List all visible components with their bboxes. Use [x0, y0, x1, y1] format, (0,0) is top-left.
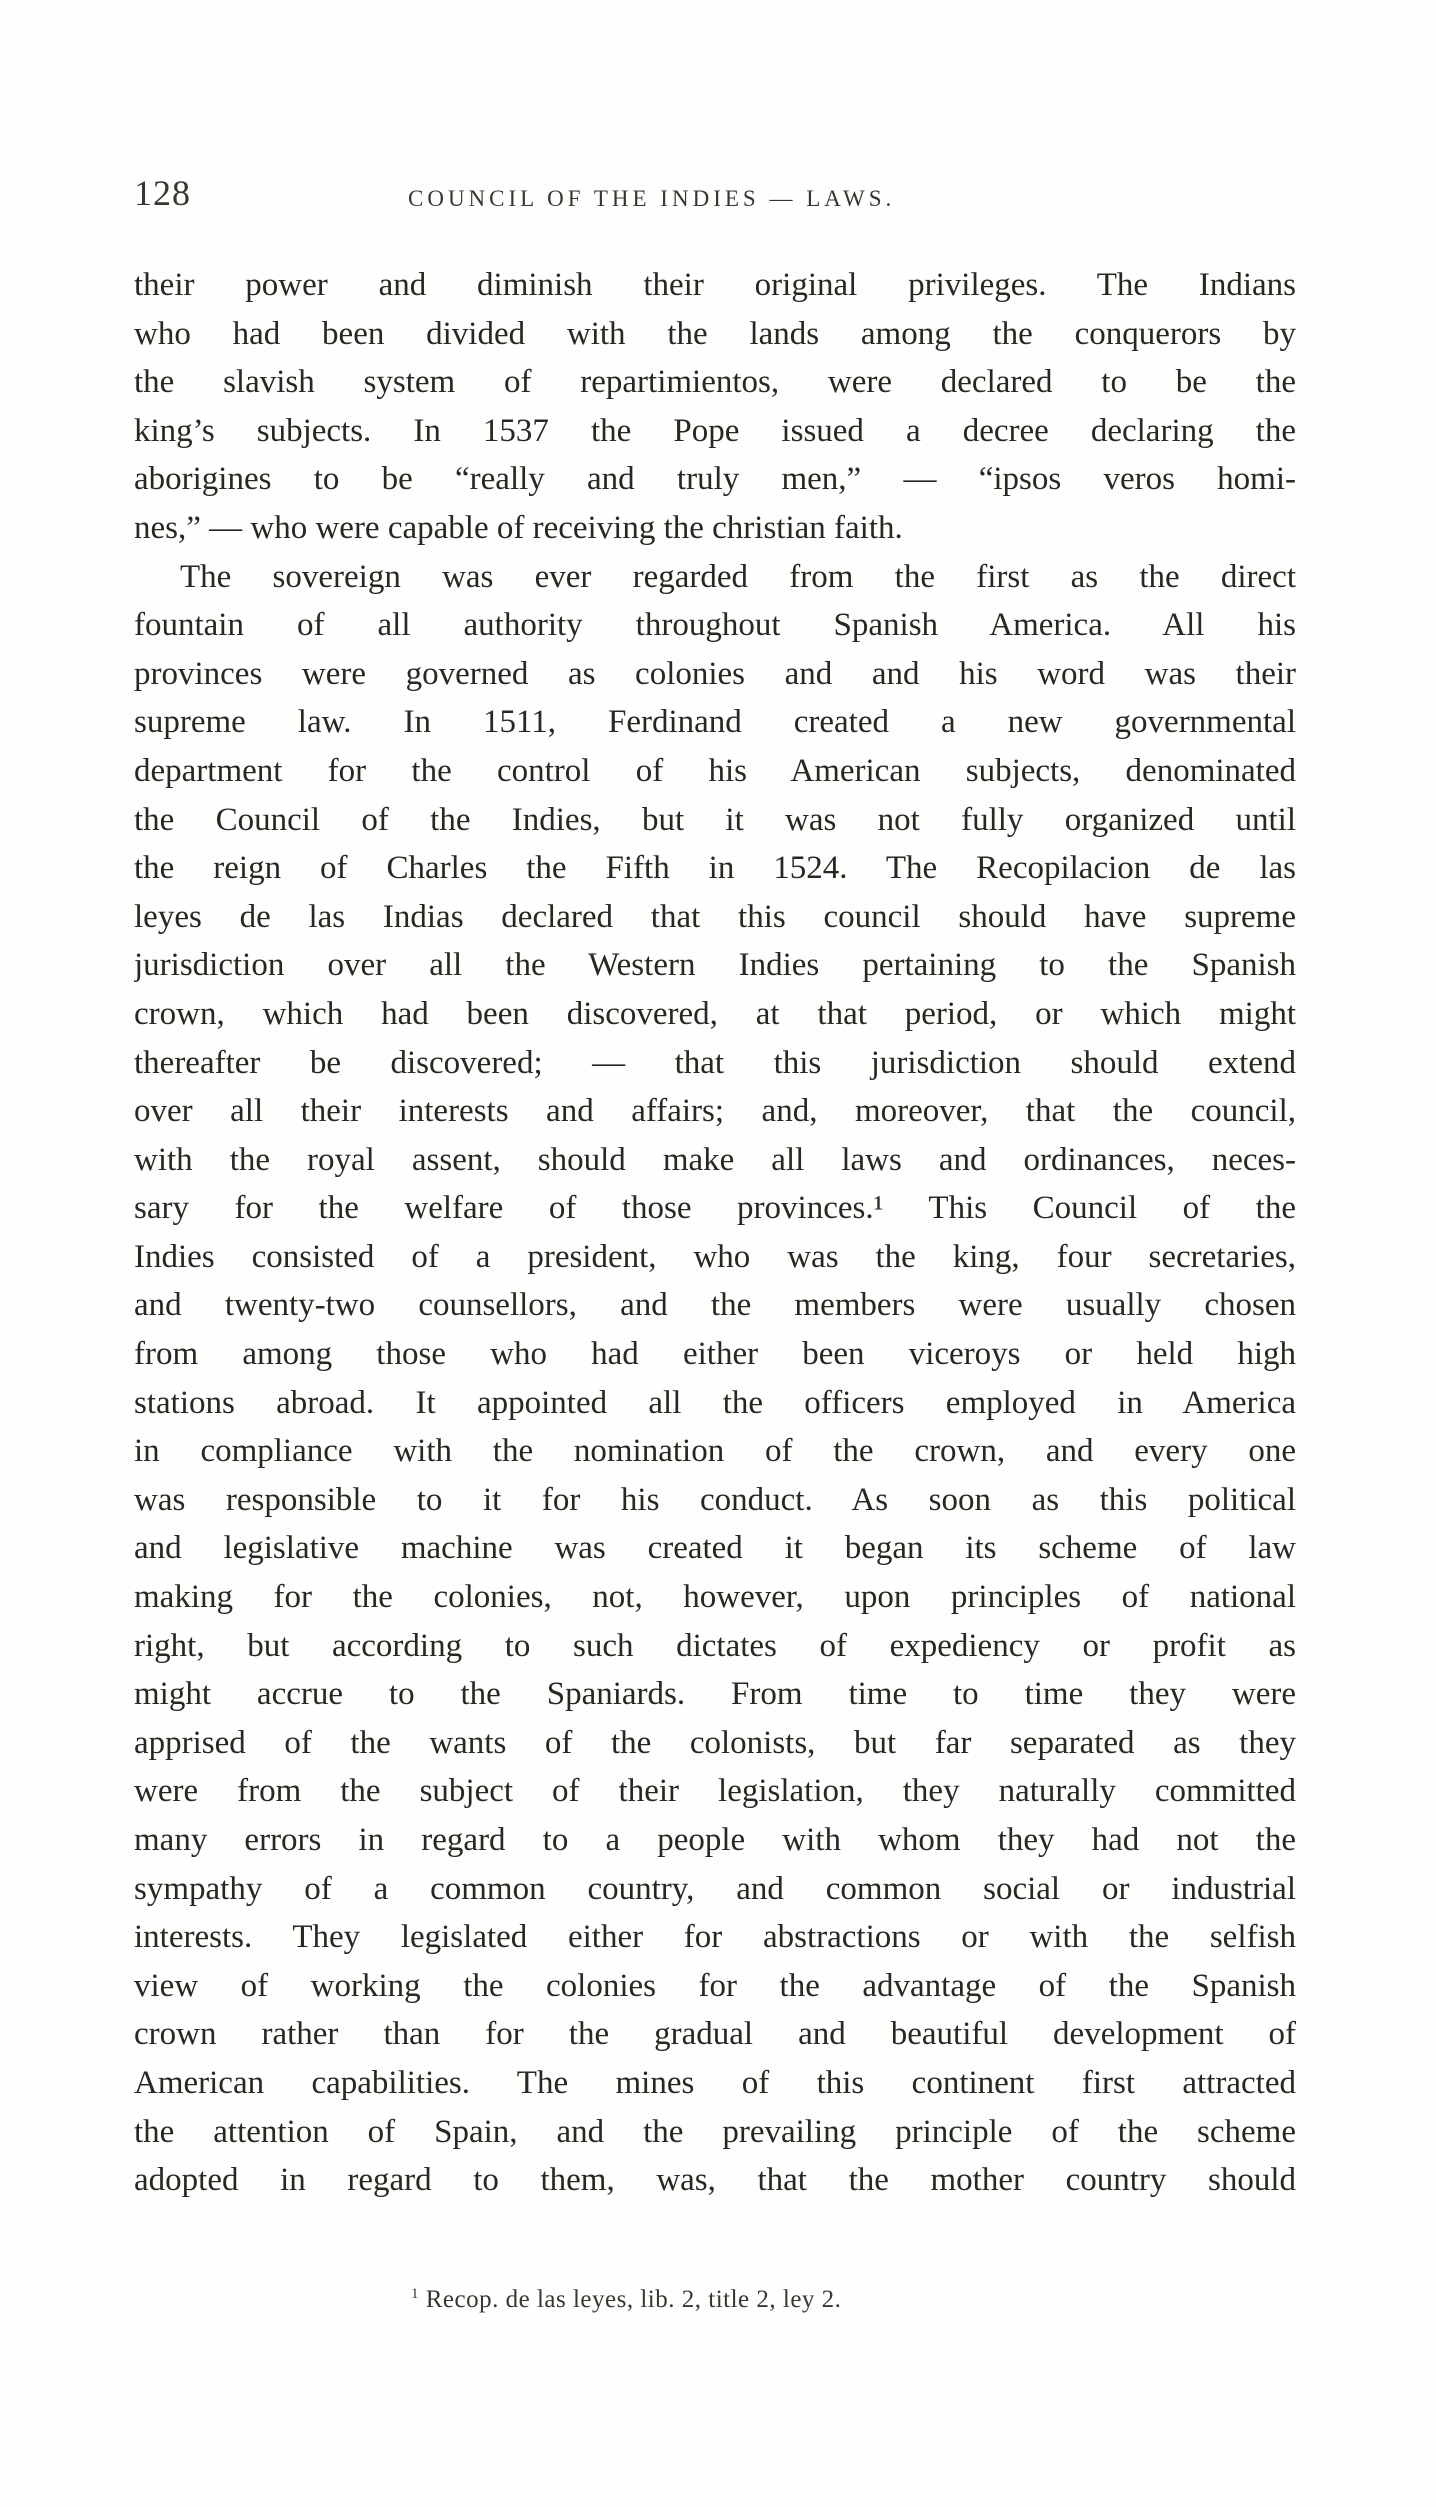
footnote [411, 2279, 841, 2315]
text-line: adopted in regard to them, was, that the mother country should [134, 2162, 1296, 2199]
text-line: and twenty-two counsellors, and the members were usually chosen [134, 1287, 1296, 1324]
text-line: sary for the welfare of those provinces.¹ This Council of the [134, 1190, 1296, 1227]
text-line: the attention of Spain, and the prevailing principle of the scheme [134, 2113, 1296, 2150]
text-line: Indies consisted of a president, who was the king, four secretaries, [134, 1238, 1296, 1275]
text-line: the Council of the Indies, but it was not fully organized until [134, 801, 1296, 838]
text-line: fountain of all authority throughout Spanish America. All his [134, 607, 1296, 644]
text-line: nes,” — who were capable of receiving the christian faith. [134, 509, 903, 546]
text-line: their power and diminish their original privileges. The Indians [134, 267, 1296, 303]
text-line: department for the control of his American subjects, denominated [134, 752, 1296, 789]
text-line: leyes de las Indias declared that this council should have supreme [134, 898, 1296, 935]
text-line: were from the subject of their legislation, they naturally committed [134, 1773, 1296, 1810]
text-line: aborigines to be “really and truly men,” — “ipsos veros homi- [134, 461, 1296, 498]
text-line: stations abroad. It appointed all the officers employed in America [134, 1384, 1296, 1421]
text-line: the slavish system of repartimientos, were declared to be the [134, 364, 1296, 401]
text-line: from among those who had either been viceroys or held high [134, 1336, 1296, 1373]
running-head: COUNCIL OF THE INDIES — LAWS. [408, 186, 896, 211]
text-line: jurisdiction over all the Western Indies pertaining to the Spanish [134, 947, 1296, 984]
body-text [134, 261, 1296, 2205]
text-line: might accrue to the Spaniards. From time to time they were [134, 1676, 1296, 1713]
text-line: many errors in regard to a people with whom they had not the [134, 1822, 1296, 1858]
text-line: making for the colonies, not, however, upon principles of national [134, 1579, 1296, 1616]
text-line: supreme law. In 1511, Ferdinand created a new governmental [134, 704, 1296, 741]
text-line: The sovereign was ever regarded from the first as the direct [180, 558, 1296, 595]
text-line: who had been divided with the lands among the conquerors by [134, 315, 1296, 352]
text-line: in compliance with the nomination of the crown, and every one [134, 1433, 1296, 1470]
page-header [134, 173, 1024, 223]
footnote-text: Recop. de las leyes, lib. 2, title 2, ley 2. [425, 2286, 842, 2313]
text-line: crown rather than for the gradual and beautiful development of [134, 2016, 1296, 2053]
text-line: interests. They legislated either for abstractions or with the selfish [134, 1919, 1296, 1956]
text-line: and legislative machine was created it began its scheme of law [134, 1530, 1296, 1567]
text-line: the reign of Charles the Fifth in 1524. The Recopilacion de las [134, 850, 1296, 887]
text-line: was responsible to it for his conduct. As soon as this political [134, 1481, 1296, 1518]
text-line: right, but according to such dictates of expediency or profit as [134, 1627, 1296, 1664]
text-line: view of working the colonies for the advantage of the Spanish [134, 1967, 1296, 2004]
text-line: king’s subjects. In 1537 the Pope issued a decree declaring the [134, 412, 1296, 449]
text-line: crown, which had been discovered, at that period, or which might [134, 995, 1296, 1032]
page-number: 128 [134, 173, 191, 213]
footnote-marker: 1 [411, 2286, 419, 2302]
text-line: over all their interests and affairs; and, moreover, that the council, [134, 1093, 1296, 1130]
text-line: sympathy of a common country, and common social or industrial [134, 1870, 1296, 1907]
text-line: apprised of the wants of the colonists, but far separated as they [134, 1724, 1296, 1761]
text-line: with the royal assent, should make all laws and ordinances, neces- [134, 1141, 1296, 1178]
text-line: provinces were governed as colonies and and his word was their [134, 655, 1296, 692]
text-line: American capabilities. The mines of this continent first attracted [134, 2064, 1296, 2101]
text-line: thereafter be discovered; — that this jurisdiction should extend [134, 1044, 1296, 1081]
